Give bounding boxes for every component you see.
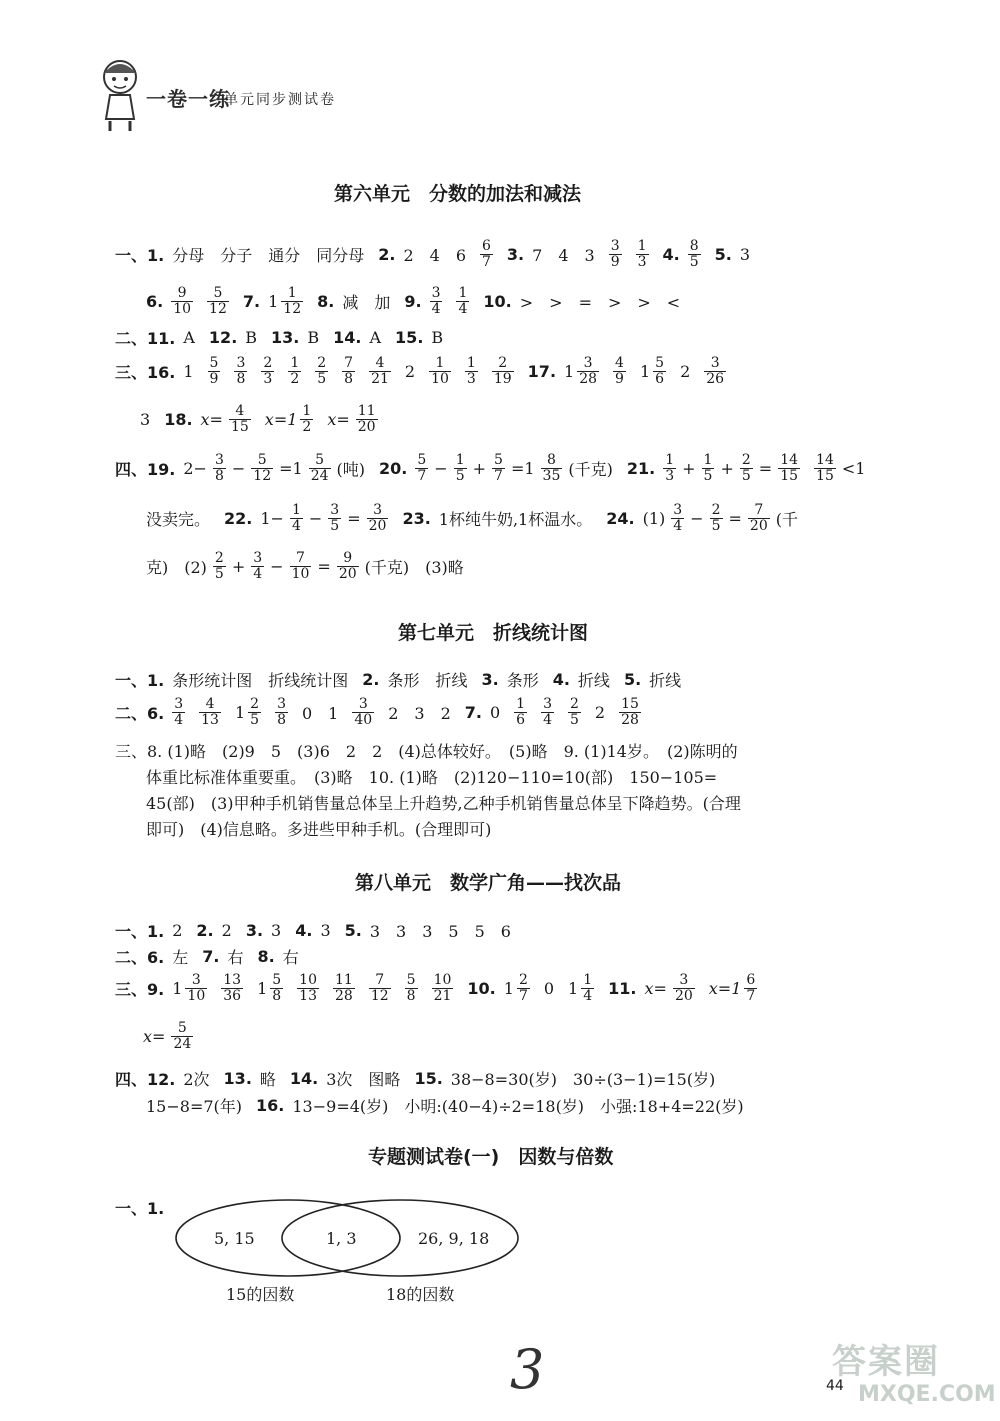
mixed-number: 1 $\frac{1}{4}$ (568, 972, 593, 1004)
item-label: 四、19. (115, 460, 176, 479)
item-label: 4. (662, 245, 680, 264)
answer-text: (千克) (3)略 (364, 558, 464, 577)
item-label: 5. (714, 245, 732, 264)
watermark-logo (828, 1326, 996, 1416)
answer-text: 折线 (649, 671, 682, 690)
item-label: 14. (333, 328, 362, 347)
item-label: 2. (378, 245, 396, 264)
answer-text: 左 (172, 948, 189, 967)
item-label: 20. (379, 459, 408, 478)
fraction: $\frac{5}{24}$ (310, 452, 329, 484)
fraction: $\frac{3}{4}$ (253, 550, 263, 582)
item-label: 15. (414, 1069, 443, 1088)
fraction: $\frac{8}{5}$ (689, 238, 699, 270)
fraction: $\frac{2}{5}$ (741, 452, 751, 484)
fraction: $\frac{4}{15}$ (230, 403, 249, 435)
fraction: $\frac{5}{7}$ (494, 452, 503, 484)
answer-text: 3 (140, 410, 151, 429)
answer-text: 0 (543, 979, 555, 998)
answer-text: 条形统计图 折线统计图 (172, 671, 349, 690)
answer-line (115, 919, 525, 942)
fraction: $\frac{11}{28}$ (335, 972, 353, 1004)
item-label: 6. (146, 292, 164, 311)
fraction: $\frac{1}{5}$ (703, 452, 713, 484)
venn-set-15 (176, 1200, 400, 1276)
fraction: $\frac{2}{5}$ (570, 696, 579, 728)
equation-text: − (690, 509, 704, 528)
item-label: 12. (208, 328, 238, 347)
fraction: $\frac{4}{9}$ (615, 355, 624, 387)
equation-text: + (682, 459, 696, 478)
mixed-number: x=1 $\frac{6}{7}$ (708, 972, 756, 1004)
unit7-title: 第七单元 折线统计图 (398, 622, 589, 644)
fraction: $\frac{15}{28}$ (621, 696, 639, 728)
fraction: $\frac{1}{3}$ (637, 238, 647, 270)
answer-text: 38−8=30(岁) 30÷(3−1)=15(岁) (450, 1070, 716, 1089)
mixed-number: 1 $\frac{2}{7}$ (503, 972, 528, 1004)
answer-line (115, 356, 740, 387)
paragraph-line: 三、8. (1)略 (2)9 5 (3)6 2 2 (4)总体较好。 (5)略 9. (1)14岁。 (2)陈明的 (115, 742, 738, 761)
equation-text: − (434, 459, 448, 478)
equation-text: + (231, 557, 246, 576)
answer-line (115, 945, 313, 968)
answer-line (115, 326, 457, 349)
answer-text: 2 (172, 921, 183, 940)
item-label: 3. (506, 245, 525, 264)
equation-text: =1 (510, 459, 535, 478)
item-label: 三、16. (115, 363, 176, 382)
item-label: 4. (295, 921, 313, 940)
answer-text: 0 1 (302, 704, 339, 723)
answer-text: B (307, 328, 320, 347)
answer-text: 右 (227, 948, 244, 967)
answer-text: 0 (489, 703, 501, 722)
venn-right-region: 26, 9, 18 (418, 1229, 490, 1248)
item-label: 3. (245, 921, 264, 940)
fraction: $\frac{2}{5}$ (214, 550, 224, 582)
item-label: 22. (224, 509, 253, 528)
fraction: $\frac{1}{4}$ (291, 502, 301, 534)
item-label: 二、6. (115, 948, 165, 967)
answer-text: 1杯纯牛奶,1杯温水。 (438, 510, 593, 529)
equation-text: 2− (183, 459, 207, 478)
item-label: 13. (271, 328, 300, 347)
paragraph-line: 45(部) (3)甲种手机销售量总体呈上升趋势,乙种手机销售量总体呈下降趋势。(合理 (146, 794, 741, 813)
fraction: $\frac{6}{7}$ (482, 238, 491, 270)
unit6-title: 第六单元 分数的加法和减法 (334, 183, 582, 205)
fraction: $\frac{7}{8}$ (344, 355, 354, 387)
equation-text: (千 (775, 510, 798, 529)
fraction: $\frac{3}{9}$ (610, 238, 620, 270)
fraction: $\frac{3}{4}$ (543, 696, 552, 728)
watermark-url: MXQE.COM (858, 1382, 996, 1407)
answer-text: 3次 图略 (326, 1070, 401, 1089)
series-title: 一卷一练 (146, 87, 230, 111)
fraction: $\frac{3}{20}$ (368, 502, 387, 534)
item-label: 17. (527, 362, 557, 381)
item-label: 24. (606, 509, 635, 528)
item-label: 4. (552, 670, 570, 689)
paragraph-line: 体重比标准体重要重。 (3)略 10. (1)略 (2)120−110=10(部) 150−105= (146, 768, 718, 787)
fraction: $\frac{1}{5}$ (455, 452, 465, 484)
answer-line (115, 973, 771, 1004)
item-label: 一、1. (115, 1199, 165, 1218)
fraction: $\frac{8}{35}$ (542, 452, 561, 484)
item-label: 一、1. (115, 922, 165, 941)
answer-text: 2 3 2 (388, 704, 451, 723)
fraction: $\frac{5}{8}$ (406, 972, 416, 1004)
answer-line (115, 453, 879, 484)
mixed-number: 1 $\frac{5}{8}$ (257, 972, 282, 1004)
equation-text: − (231, 459, 246, 478)
fraction: $\frac{2}{5}$ (317, 355, 327, 387)
fraction: $\frac{3}{20}$ (674, 972, 693, 1004)
unit7-section3 (115, 739, 915, 843)
fraction: $\frac{3}{8}$ (214, 452, 224, 484)
fraction: $\frac{3}{40}$ (354, 696, 373, 728)
fraction: $\frac{5}{12}$ (253, 452, 272, 484)
handwritten-number: 3 (510, 1338, 545, 1401)
item-label: 四、12. (115, 1070, 176, 1089)
equation-text: x= (327, 410, 350, 429)
answer-line (115, 668, 695, 691)
fraction: $\frac{3}{8}$ (236, 355, 246, 387)
answer-text: 克) (2) (146, 558, 207, 577)
fraction: $\frac{13}{36}$ (223, 972, 242, 1004)
answer-text: 右 (282, 948, 299, 967)
item-label: 7. (242, 292, 261, 311)
answer-text: 2 4 6 (403, 246, 466, 265)
fraction: $\frac{3}{4}$ (174, 696, 184, 728)
answer-text: 折线 (577, 671, 610, 690)
venn-intersection: 1, 3 (326, 1229, 357, 1248)
equation-text: x= (143, 1027, 166, 1046)
answer-text: 2 (404, 362, 416, 381)
mixed-number: 1 $\frac{2}{5}$ (234, 696, 260, 728)
answer-text: B (245, 328, 258, 347)
item-label: 2. (196, 921, 214, 940)
fraction: $\frac{5}{9}$ (209, 355, 219, 387)
answer-text: 3 3 3 5 5 6 (369, 922, 511, 941)
item-label: 15. (395, 328, 424, 347)
fraction: $\frac{1}{2}$ (290, 355, 300, 387)
item-label: 10. (483, 292, 512, 311)
equation-text: =1 (279, 459, 303, 478)
answer-text: 条形 折线 (387, 671, 468, 690)
fraction: $\frac{3}{4}$ (673, 502, 683, 534)
fraction: $\frac{5}{7}$ (417, 452, 427, 484)
answer-text: 3 (271, 921, 282, 940)
fraction: $\frac{14}{15}$ (816, 452, 834, 484)
equation-text: = (317, 557, 331, 576)
venn-caption-18: 18的因数 (386, 1285, 455, 1304)
mascot-icon (92, 55, 152, 133)
fraction: $\frac{10}{13}$ (299, 972, 317, 1004)
answer-line (146, 503, 812, 534)
equation-text: x= (644, 979, 667, 998)
answer-text: 15−8=7(年) (146, 1097, 243, 1116)
item-label: 2. (362, 670, 380, 689)
equation-text: = (758, 459, 773, 478)
answer-line (146, 551, 478, 582)
answer-line (140, 404, 392, 435)
answer-text: 13−9=4(岁) 小明:(40−4)÷2=18(岁) 小强:18+4=22(岁) (292, 1097, 744, 1116)
venn-left-region: 5, 15 (214, 1229, 255, 1248)
fraction: $\frac{1}{4}$ (458, 285, 468, 317)
answer-text: 1 (183, 362, 194, 381)
fraction: $\frac{1}{6}$ (516, 696, 526, 728)
equation-text: = (347, 509, 361, 528)
item-label: 16. (256, 1096, 285, 1115)
answer-text: 2 (680, 362, 691, 381)
book-header (92, 55, 432, 135)
item-label: 13. (223, 1069, 252, 1088)
item-label: 21. (626, 459, 656, 478)
special-test-title: 专题测试卷(一) 因数与倍数 (368, 1146, 614, 1168)
item-label: 3. (481, 670, 499, 689)
mixed-number: 1 $\frac{3}{28}$ (564, 355, 598, 387)
answer-text: 2次 (183, 1070, 210, 1089)
page-number: 44 (826, 1378, 844, 1394)
item-label: 8. (317, 292, 335, 311)
item-label: 14. (289, 1069, 319, 1088)
item-label: 5. (623, 670, 642, 689)
fraction: $\frac{3}{8}$ (277, 696, 286, 728)
answer-text: 3 (320, 921, 331, 940)
fraction: $\frac{5}{24}$ (173, 1020, 192, 1052)
equation-text: x= (200, 410, 223, 429)
paragraph-line: 即可) (4)信息略。多进些甲种手机。(合理即可) (146, 820, 492, 839)
answer-line (115, 697, 655, 728)
fraction: $\frac{1}{3}$ (466, 355, 476, 387)
item-label: 一、1. (115, 246, 165, 265)
mixed-number: 1 $\frac{5}{6}$ (639, 355, 665, 387)
fraction: $\frac{9}{20}$ (338, 550, 357, 582)
equation-text: (千克) (568, 460, 613, 479)
watermark-text: 答案圈 (832, 1342, 940, 1382)
answer-text: 减 加 (342, 293, 391, 312)
fraction: $\frac{3}{5}$ (330, 502, 340, 534)
fraction: $\frac{1}{3}$ (665, 452, 675, 484)
fraction: $\frac{4}{21}$ (371, 355, 389, 387)
answer-line (115, 1067, 729, 1090)
answer-line (115, 239, 764, 270)
fraction: $\frac{7}{10}$ (291, 550, 310, 582)
equation-text: + (472, 459, 487, 478)
equation-text: − (308, 509, 323, 528)
answer-text: 3 (739, 245, 751, 264)
fraction: $\frac{3}{4}$ (431, 285, 441, 317)
fraction: $\frac{4}{13}$ (201, 696, 219, 728)
item-label: 7. (464, 703, 482, 722)
answer-text: 2 (221, 921, 232, 940)
fraction: $\frac{2}{19}$ (493, 355, 512, 387)
item-label: 11. (608, 979, 637, 998)
item-label: 23. (402, 509, 431, 528)
answer-line (143, 1021, 207, 1052)
item-label: 8. (257, 947, 275, 966)
series-subtitle: 单元同步测试卷 (224, 92, 336, 108)
fraction: $\frac{2}{3}$ (263, 355, 273, 387)
equation-text: + (720, 459, 734, 478)
venn-caption-15: 15的因数 (226, 1285, 295, 1304)
answer-text: 略 (259, 1070, 276, 1089)
answer-text: 没卖完。 (146, 510, 211, 529)
answer-text: 分母 分子 通分 同分母 (172, 246, 365, 265)
equation-text: (吨) (336, 460, 366, 479)
fraction: $\frac{9}{10}$ (173, 285, 192, 317)
equation-text: 1− (260, 509, 284, 528)
fraction: $\frac{14}{15}$ (780, 452, 799, 484)
fraction: $\frac{7}{12}$ (370, 972, 389, 1004)
mixed-number: 1 $\frac{3}{10}$ (172, 972, 206, 1004)
answer-text: B (431, 328, 444, 347)
item-label: 二、6. (115, 704, 165, 723)
fraction: $\frac{11}{20}$ (357, 403, 376, 435)
item-label: 一、1. (115, 671, 165, 690)
answer-text: A (369, 328, 382, 347)
mixed-number: x=1 $\frac{1}{2}$ (264, 403, 312, 435)
item-label: 三、9. (115, 980, 165, 999)
equation-text: = (728, 509, 742, 528)
fraction: $\frac{5}{12}$ (209, 285, 227, 317)
fraction: $\frac{1}{10}$ (431, 355, 449, 387)
answer-text: 7 4 3 (532, 246, 595, 265)
item-label: 9. (404, 292, 422, 311)
fraction: $\frac{3}{26}$ (706, 355, 725, 387)
item-label: 10. (467, 979, 496, 998)
unit8-title: 第八单元 数学广角——找次品 (355, 872, 622, 894)
answer-line (146, 286, 694, 317)
answer-text: 2 (594, 703, 606, 722)
answer-text: 条形 (506, 671, 539, 690)
item-label: 5. (344, 921, 362, 940)
mixed-number: 1 $\frac{1}{12}$ (268, 285, 302, 317)
answer-text: > > = > > < (519, 293, 681, 312)
fraction: $\frac{2}{5}$ (711, 502, 721, 534)
fraction: $\frac{10}{21}$ (433, 972, 452, 1004)
equation-text: − (270, 557, 284, 576)
item-label: 二、11. (115, 329, 176, 348)
answer-text: (1) (642, 509, 666, 528)
equation-text: <1 (841, 459, 866, 478)
answer-text: A (183, 328, 195, 347)
item-label: 18. (164, 410, 193, 429)
fraction: $\frac{7}{20}$ (749, 502, 768, 534)
item-label: 7. (202, 947, 220, 966)
answer-line (146, 1094, 758, 1117)
